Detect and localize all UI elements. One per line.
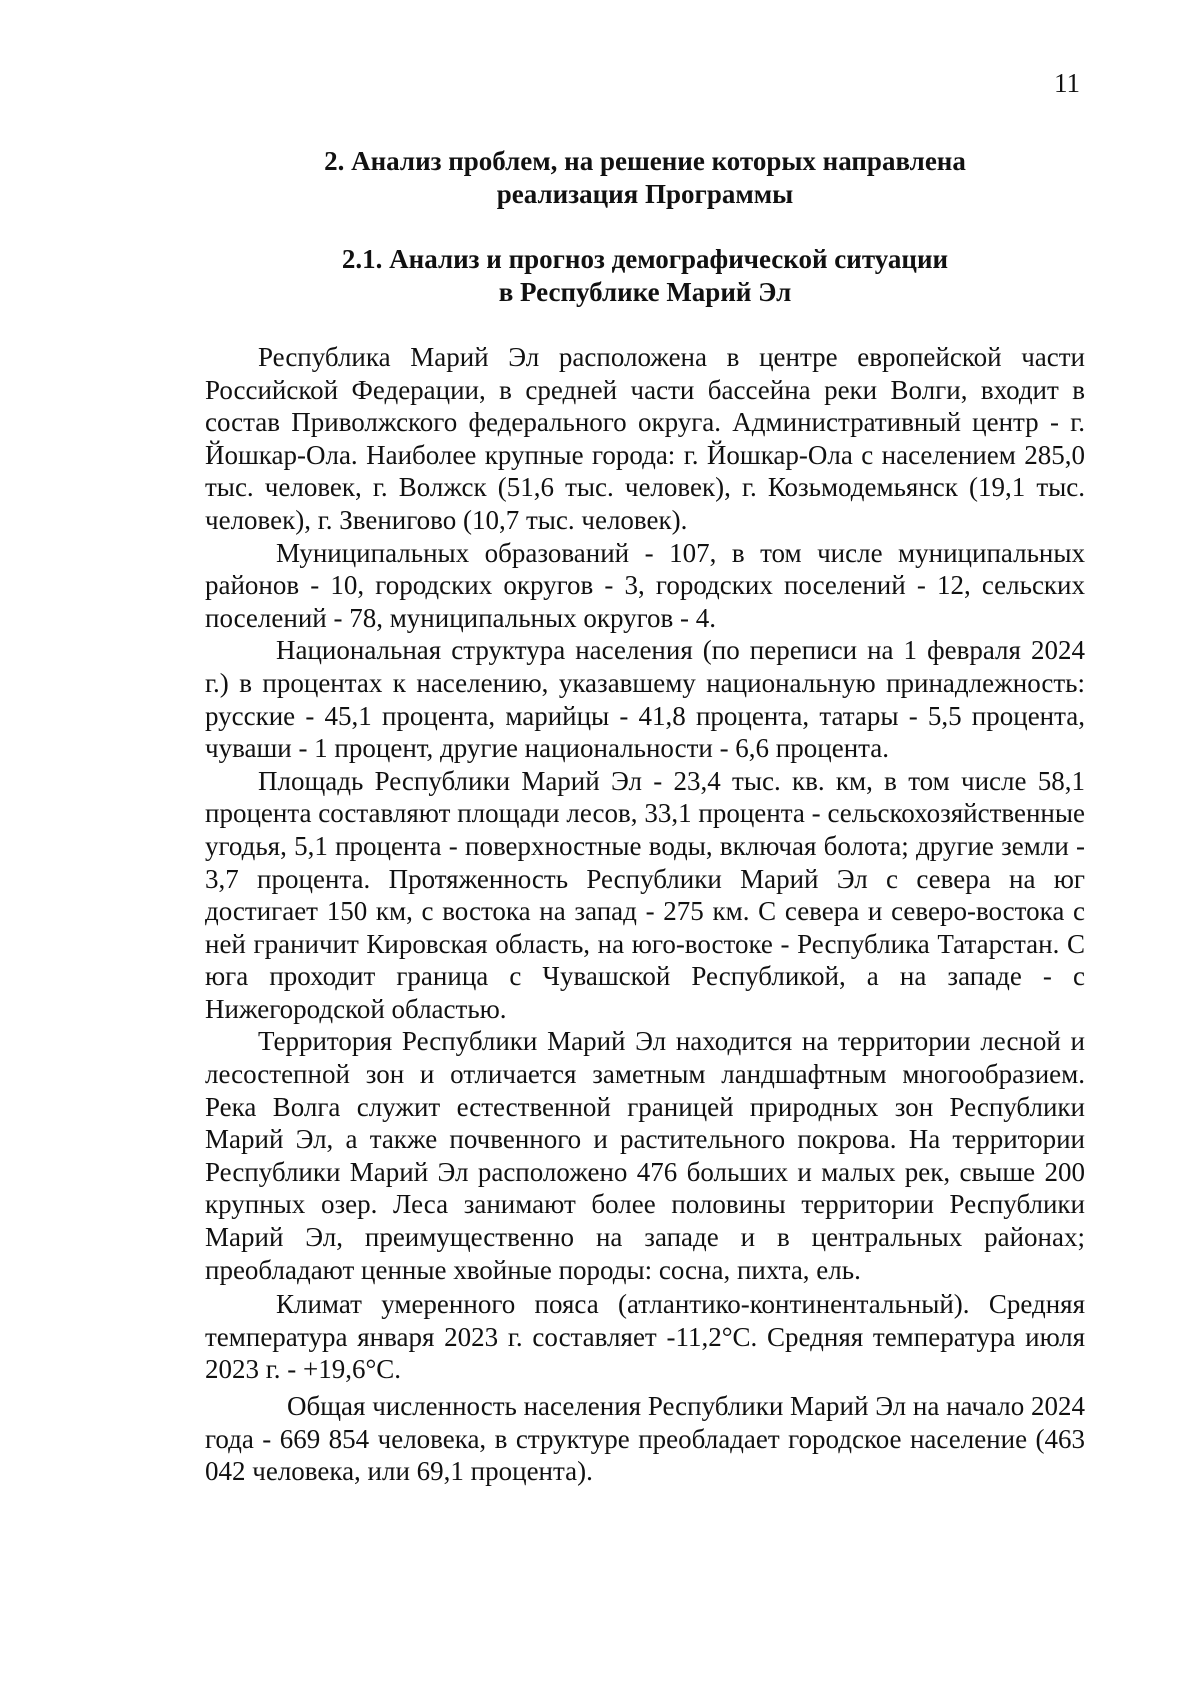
section-heading <box>205 145 1085 211</box>
paragraph-climate: Климат умеренного пояса (атлантико-континентальный). Средняя температура января 2023 г. составляет -11,2°С. Средняя температура июля 2023 г. - +19,6°С. <box>205 1289 1085 1385</box>
section-heading-line-1: 2. Анализ проблем, на решение которых направлена <box>324 146 966 176</box>
subsection-heading-line-1: 2.1. Анализ и прогноз демографической ситуации <box>341 244 949 274</box>
paragraph-municipalities: Муниципальных образований - 107, в том числе муниципальных районов - 10, городских округов - 3, городских поселений - 12, сельских поселений - 78, муниципальных округов - 4. <box>205 537 1085 633</box>
paragraph-location: Республика Марий Эл расположена в центре европейской части Российской Федерации, в средней части бассейна реки Волги, входит в состав Приволжского федерального округа. Административный центр - г. Йошкар-Ола. Наиболее крупные города: г. Йошкар-Ола с населением 285,0 тыс. человек, г. Волжск (51,6 тыс. человек), г. Козьмодемьянск (19,1 тыс. человек), г. Звенигово (10,7 тыс. человек). <box>205 342 1085 535</box>
paragraph-population: Общая численность населения Республики Марий Эл на начало 2024 года - 669 854 человека, в структуре преобладает городское население (463 042 человека, или 69,1 процента). <box>205 1391 1085 1487</box>
section-heading-line-2: реализация Программы <box>496 179 794 209</box>
paragraph-territory: Территория Республики Марий Эл находится на территории лесной и лесостепной зон и отличается заметным ландшафтным многообразием. Река Волга служит естественной границей природных зон Республики Марий Эл, а также почвенного и растительного покрова. На территории Республики Марий Эл расположено 476 больших и малых рек, свыше 200 крупных озер. Леса занимают более половины территории Республики Марий Эл, преимущественно на западе и в центральных районах; преобладают ценные хвойные породы: сосна, пихта, ель. <box>205 1026 1085 1285</box>
subsection-heading <box>205 243 1085 309</box>
paragraph-national-structure: Национальная структура населения (по переписи на 1 февраля 2024 г.) в процентах к населению, указавшему национальную принадлежность: русские - 45,1 процента, марийцы - 41,8 процента, татары - 5,5 процента, чуваши - 1 процент, другие национальности - 6,6 процента. <box>205 635 1085 764</box>
paragraph-area: Площадь Республики Марий Эл - 23,4 тыс. кв. км, в том числе 58,1 процента составляют площади лесов, 33,1 процента - сельскохозяйственные угодья, 5,1 процента - поверхностные воды, включая болота; другие земли - 3,7 процента. Протяженность Республики Марий Эл с севера на юг достигает 150 км, с востока на запад - 275 км. С севера и северо-востока с ней граничит Кировская область, на юго-востоке - Республика Татарстан. С юга проходит граница с Чувашской Республикой, а на западе - с Нижегородской областью. <box>205 765 1085 1024</box>
subsection-heading-line-2: в Республике Марий Эл <box>498 277 792 307</box>
body-text <box>205 341 1085 1488</box>
page-number: 11 <box>1054 68 1080 98</box>
